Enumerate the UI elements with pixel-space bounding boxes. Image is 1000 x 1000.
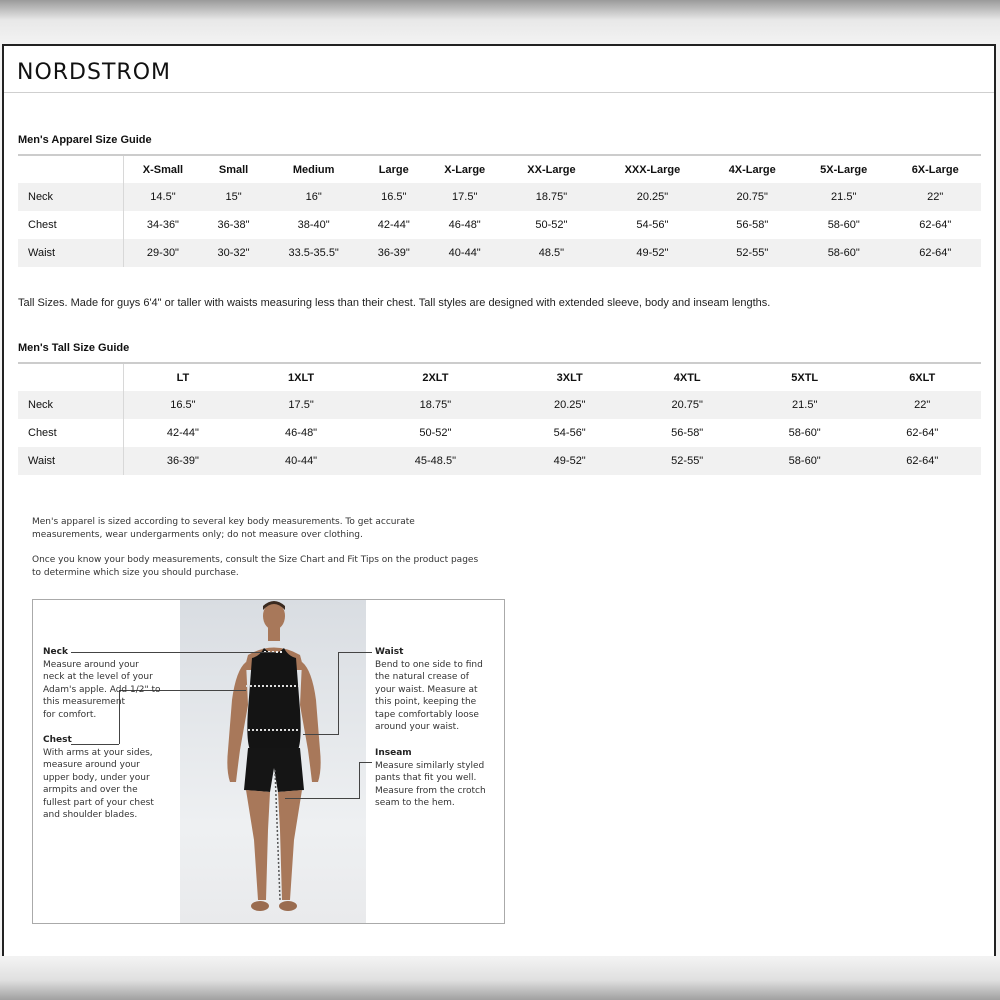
size-value-cell: 62-64" bbox=[906, 427, 939, 439]
table-row bbox=[18, 419, 981, 447]
size-value-cell: 21.5" bbox=[746, 391, 864, 419]
size-value-cell: 54-56" bbox=[636, 219, 669, 231]
row-label: Chest bbox=[18, 211, 123, 239]
size-value-cell: 62-64" bbox=[889, 239, 981, 267]
size-value-cell: 40-44" bbox=[425, 239, 505, 267]
size-value-cell: 42-44" bbox=[377, 219, 410, 231]
chest-line: measure around your bbox=[43, 760, 140, 770]
apparel-size-table bbox=[18, 154, 981, 267]
size-value-cell: 21.5" bbox=[798, 183, 889, 211]
column-header: 5XTL bbox=[746, 363, 864, 391]
size-value-cell: 42-44" bbox=[166, 427, 199, 439]
table-row bbox=[18, 239, 981, 267]
column-header: 6XLT bbox=[863, 363, 981, 391]
inseam-leader-line bbox=[285, 798, 360, 799]
table-row bbox=[18, 391, 981, 419]
table-row bbox=[18, 211, 981, 239]
size-value-cell: 50-52" bbox=[419, 427, 452, 439]
size-value-cell: 45-48.5" bbox=[360, 447, 511, 475]
waist-line: the natural crease of bbox=[375, 672, 469, 682]
intro-paragraph-1 bbox=[32, 516, 532, 541]
size-value-cell: 20.25" bbox=[598, 183, 706, 211]
row-label: Waist bbox=[18, 239, 123, 267]
inseam-line: Measure from the crotch bbox=[375, 785, 486, 796]
size-value-cell: 40-44" bbox=[242, 447, 360, 475]
waist-line: around your waist. bbox=[375, 722, 460, 732]
waist-line: this point, keeping the bbox=[375, 697, 477, 707]
table-corner-cell bbox=[18, 155, 123, 183]
size-value-cell: 58-60" bbox=[788, 427, 821, 439]
column-header: 4X-Large bbox=[706, 155, 797, 183]
size-value-cell: 14.5" bbox=[123, 183, 202, 211]
neck-line: Measure around your bbox=[43, 659, 139, 670]
column-header: Small bbox=[202, 155, 264, 183]
size-value-cell: 62-64" bbox=[919, 219, 952, 231]
size-value-cell: 49-52" bbox=[598, 239, 706, 267]
intro-line: to determine which size you should purchase. bbox=[32, 567, 239, 578]
neck-line: this measurement bbox=[43, 697, 126, 707]
chest-line: With arms at your sides, bbox=[43, 747, 153, 758]
intro-line: Once you know your body measurements, consult the Size Chart and Fit Tips on the product pages bbox=[32, 555, 479, 565]
size-value-cell: 18.75" bbox=[505, 183, 599, 211]
column-header: Medium bbox=[265, 155, 363, 183]
chest-line: fullest part of your chest bbox=[43, 797, 154, 808]
size-value-cell: 20.25" bbox=[511, 391, 629, 419]
intro-paragraph-2 bbox=[32, 554, 532, 579]
column-header: XXX-Large bbox=[598, 155, 706, 183]
chest-line: upper body, under your bbox=[43, 772, 150, 783]
brand-logo: NORDSTROM bbox=[17, 60, 171, 85]
waist-leader-line bbox=[338, 652, 372, 653]
size-value-cell: 49-52" bbox=[511, 447, 629, 475]
size-value-cell: 15" bbox=[202, 183, 264, 211]
size-value-cell: 58-60" bbox=[746, 447, 864, 475]
column-header: 5X-Large bbox=[798, 155, 889, 183]
chest-line: armpits and over the bbox=[43, 785, 138, 795]
waist-instructions bbox=[375, 646, 483, 734]
column-header: LT bbox=[123, 363, 242, 391]
size-value-cell: 36-38" bbox=[217, 219, 250, 231]
row-label: Neck bbox=[18, 391, 123, 419]
waist-leader-line bbox=[338, 652, 339, 734]
measurement-figure bbox=[32, 599, 505, 924]
size-guide-page bbox=[2, 44, 996, 956]
neck-line: for comfort. bbox=[43, 709, 97, 720]
size-value-cell: 20.75" bbox=[706, 183, 797, 211]
waist-leader-line bbox=[303, 734, 339, 735]
size-value-cell: 16.5" bbox=[123, 391, 242, 419]
size-value-cell: 58-60" bbox=[798, 239, 889, 267]
neck-line: neck at the level of your bbox=[43, 672, 153, 682]
size-value-cell: 16" bbox=[265, 183, 363, 211]
intro-line: Men's apparel is sized according to several key body measurements. To get accurate bbox=[32, 517, 415, 527]
waist-line: tape comfortably loose bbox=[375, 709, 479, 720]
header-divider bbox=[4, 92, 994, 93]
size-value-cell: 18.75" bbox=[360, 391, 511, 419]
size-value-cell: 52-55" bbox=[706, 239, 797, 267]
size-value-cell: 30-32" bbox=[202, 239, 264, 267]
size-value-cell: 22" bbox=[889, 183, 981, 211]
size-value-cell: 62-64" bbox=[863, 447, 981, 475]
column-header: 1XLT bbox=[242, 363, 360, 391]
neck-line: Adam's apple. Add 1/2" to bbox=[43, 684, 161, 695]
size-value-cell: 38-40" bbox=[297, 219, 330, 231]
inseam-line: seam to the hem. bbox=[375, 798, 455, 808]
column-header: 4XTL bbox=[628, 363, 746, 391]
inseam-line: Measure similarly styled bbox=[375, 760, 485, 771]
neck-instructions bbox=[43, 646, 161, 721]
inseam-leader-line bbox=[359, 762, 372, 763]
inseam-instructions bbox=[375, 747, 486, 810]
waist-line: your waist. Measure at bbox=[375, 684, 478, 695]
waist-heading: Waist bbox=[375, 647, 404, 657]
size-value-cell: 58-60" bbox=[827, 219, 860, 231]
neck-heading: Neck bbox=[43, 647, 68, 657]
row-label: Chest bbox=[18, 419, 123, 447]
tall-size-guide-title: Men's Tall Size Guide bbox=[18, 342, 130, 354]
waist-line: Bend to one side to find bbox=[375, 659, 483, 670]
chest-line: and shoulder blades. bbox=[43, 810, 138, 820]
size-value-cell: 50-52" bbox=[535, 219, 568, 231]
size-value-cell: 52-55" bbox=[628, 447, 746, 475]
column-header: X-Small bbox=[123, 155, 202, 183]
size-value-cell: 17.5" bbox=[242, 391, 360, 419]
inseam-heading: Inseam bbox=[375, 748, 412, 758]
table-header-row bbox=[18, 363, 981, 391]
tall-sizes-note: Tall Sizes. Made for guys 6'4" or taller with waists measuring less than their chest. Tall styles are designed with extended sleeve, body and inseam lengths. bbox=[18, 297, 771, 309]
row-label: Waist bbox=[18, 447, 123, 475]
size-value-cell: 36-39" bbox=[123, 447, 242, 475]
size-value-cell: 56-58" bbox=[671, 427, 704, 439]
chest-heading: Chest bbox=[43, 735, 72, 745]
size-value-cell: 16.5" bbox=[363, 183, 425, 211]
size-value-cell: 46-48" bbox=[448, 219, 481, 231]
size-value-cell: 22" bbox=[863, 391, 981, 419]
size-value-cell: 17.5" bbox=[425, 183, 505, 211]
model-illustration bbox=[180, 600, 366, 923]
table-corner-cell bbox=[18, 363, 123, 391]
column-header: 2XLT bbox=[360, 363, 511, 391]
tall-size-table bbox=[18, 362, 981, 475]
size-value-cell: 34-36" bbox=[146, 219, 179, 231]
size-value-cell: 56-58" bbox=[736, 219, 769, 231]
table-row bbox=[18, 447, 981, 475]
size-value-cell: 36-39" bbox=[363, 239, 425, 267]
size-value-cell: 33.5-35.5" bbox=[265, 239, 363, 267]
inseam-leader-line bbox=[359, 762, 360, 798]
column-header: X-Large bbox=[425, 155, 505, 183]
size-value-cell: 20.75" bbox=[628, 391, 746, 419]
table-row bbox=[18, 183, 981, 211]
model-photo bbox=[180, 600, 366, 923]
column-header: Large bbox=[363, 155, 425, 183]
size-value-cell: 29-30" bbox=[123, 239, 202, 267]
size-value-cell: 46-48" bbox=[285, 427, 318, 439]
table-header-row bbox=[18, 155, 981, 183]
row-label: Neck bbox=[18, 183, 123, 211]
size-value-cell: 48.5" bbox=[505, 239, 599, 267]
column-header: XX-Large bbox=[505, 155, 599, 183]
apparel-size-guide-title: Men's Apparel Size Guide bbox=[18, 134, 152, 146]
chest-instructions bbox=[43, 734, 154, 822]
intro-line: measurements, wear undergarments only; do not measure over clothing. bbox=[32, 529, 363, 540]
column-header: 3XLT bbox=[511, 363, 629, 391]
column-header: 6X-Large bbox=[889, 155, 981, 183]
size-value-cell: 54-56" bbox=[553, 427, 586, 439]
inseam-line: pants that fit you well. bbox=[375, 773, 477, 783]
